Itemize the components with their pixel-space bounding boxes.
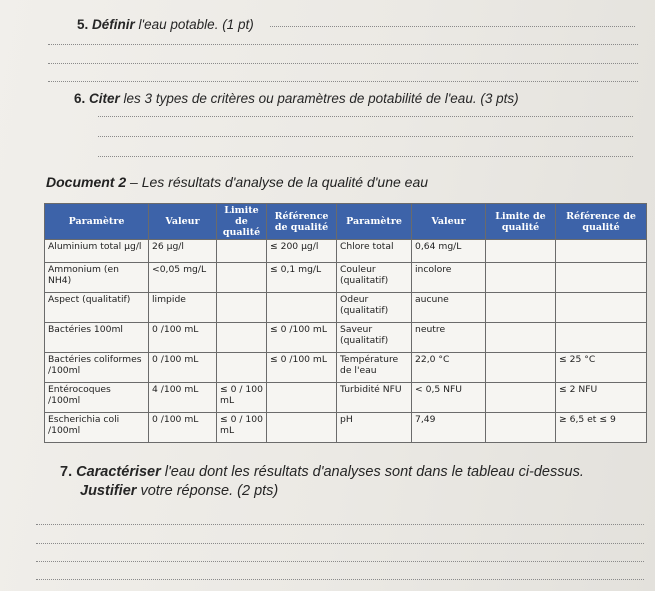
answer-line[interactable] [98,156,633,157]
table-cell: ≤ 2 NFU [556,383,647,413]
table-cell [217,293,267,323]
question-7-number: 7. [60,464,73,480]
question-7-text-2: votre réponse. (2 pts) [136,483,279,499]
question-7-text: l'eau dont les résultats d'analyses sont dans le tableau ci-dessus. [160,464,584,480]
table-cell [556,240,647,263]
table-cell [556,323,647,353]
answer-line[interactable] [48,81,638,82]
document-title [46,174,428,190]
document-label: Document 2 [46,174,127,190]
table-cell [486,240,556,263]
column-header: Paramètre [45,204,149,240]
table-cell [486,383,556,413]
table-cell: 0,64 mg/L [412,240,486,263]
table-cell: Chlore total [337,240,412,263]
table-cell: ≤ 0 /100 mL [267,353,337,383]
column-header: Limite de qualité [486,204,556,240]
answer-line[interactable] [48,44,638,45]
question-7-verb: Caractériser [76,464,161,480]
question-5 [77,17,254,32]
answer-line[interactable] [98,136,633,137]
table-cell [267,293,337,323]
table-cell [486,293,556,323]
analysis-table [44,203,647,443]
table-cell: 0 /100 mL [149,413,217,443]
table-cell [556,263,647,293]
table-cell [267,383,337,413]
table-cell: incolore [412,263,486,293]
table-cell [217,263,267,293]
table-cell: ≤ 0 /100 mL [267,323,337,353]
question-6-verb: Citer [89,91,120,106]
table-cell: ≤ 0 / 100 mL [217,413,267,443]
table-row [45,353,647,383]
answer-line[interactable] [36,524,644,525]
table-row [45,263,647,293]
question-6 [74,91,519,106]
table-cell: Odeur (qualitatif) [337,293,412,323]
table-cell: neutre [412,323,486,353]
table-cell: <0,05 mg/L [149,263,217,293]
table-cell: 4 /100 mL [149,383,217,413]
table-cell: Escherichia coli /100ml [45,413,149,443]
table-cell [217,323,267,353]
column-header: Référence de qualité [267,204,337,240]
table-cell: Turbidité NFU [337,383,412,413]
table-cell: < 0,5 NFU [412,383,486,413]
question-5-verb: Définir [92,17,135,32]
table-cell: Saveur (qualitatif) [337,323,412,353]
table-cell [267,413,337,443]
table-row [45,293,647,323]
question-5-text: l'eau potable. (1 pt) [134,17,254,32]
table-cell: Température de l'eau [337,353,412,383]
column-header: Limite de qualité [217,204,267,240]
question-5-number: 5. [77,17,89,32]
answer-line[interactable] [98,116,633,117]
question-6-text: les 3 types de critères ou paramètres de potabilité de l'eau. (3 pts) [119,91,519,106]
table-cell: ≥ 6,5 et ≤ 9 [556,413,647,443]
table-cell: Entérocoques /100ml [45,383,149,413]
answer-line[interactable] [36,543,644,544]
table-cell: 0 /100 mL [149,353,217,383]
table-cell [217,353,267,383]
table-row [45,413,647,443]
question-7 [60,463,645,501]
table-cell: Aluminium total µg/l [45,240,149,263]
table-cell: 7,49 [412,413,486,443]
table-cell [217,240,267,263]
table-cell [486,323,556,353]
table-cell: ≤ 200 µg/l [267,240,337,263]
table-cell: 26 µg/l [149,240,217,263]
table-cell: Bactéries coliformes /100ml [45,353,149,383]
answer-line[interactable] [36,561,644,562]
column-header: Valeur [149,204,217,240]
column-header: Valeur [412,204,486,240]
table-row [45,383,647,413]
column-header: Référence de qualité [556,204,647,240]
table-cell: 22,0 °C [412,353,486,383]
table-cell: ≤ 0 / 100 mL [217,383,267,413]
table-cell [486,413,556,443]
table-cell [486,353,556,383]
answer-line[interactable] [270,26,635,27]
table-cell: aucune [412,293,486,323]
table-cell: pH [337,413,412,443]
column-header: Paramètre [337,204,412,240]
table-cell: Bactéries 100ml [45,323,149,353]
question-6-number: 6. [74,91,86,106]
table-row [45,323,647,353]
table-cell: Aspect (qualitatif) [45,293,149,323]
table-cell: ≤ 0,1 mg/L [267,263,337,293]
table-cell [486,263,556,293]
table-cell: Couleur (qualitatif) [337,263,412,293]
table-row [45,240,647,263]
document-title-text: – Les résultats d'analyse de la qualité d'une eau [126,174,429,190]
table-cell: limpide [149,293,217,323]
answer-line[interactable] [48,63,638,64]
answer-line[interactable] [36,579,644,580]
question-7-verb-2: Justifier [80,483,137,499]
table-cell: ≤ 25 °C [556,353,647,383]
table-cell: Ammonium (en NH4) [45,263,149,293]
table-cell: 0 /100 mL [149,323,217,353]
table-header-row [45,204,647,240]
table-cell [556,293,647,323]
